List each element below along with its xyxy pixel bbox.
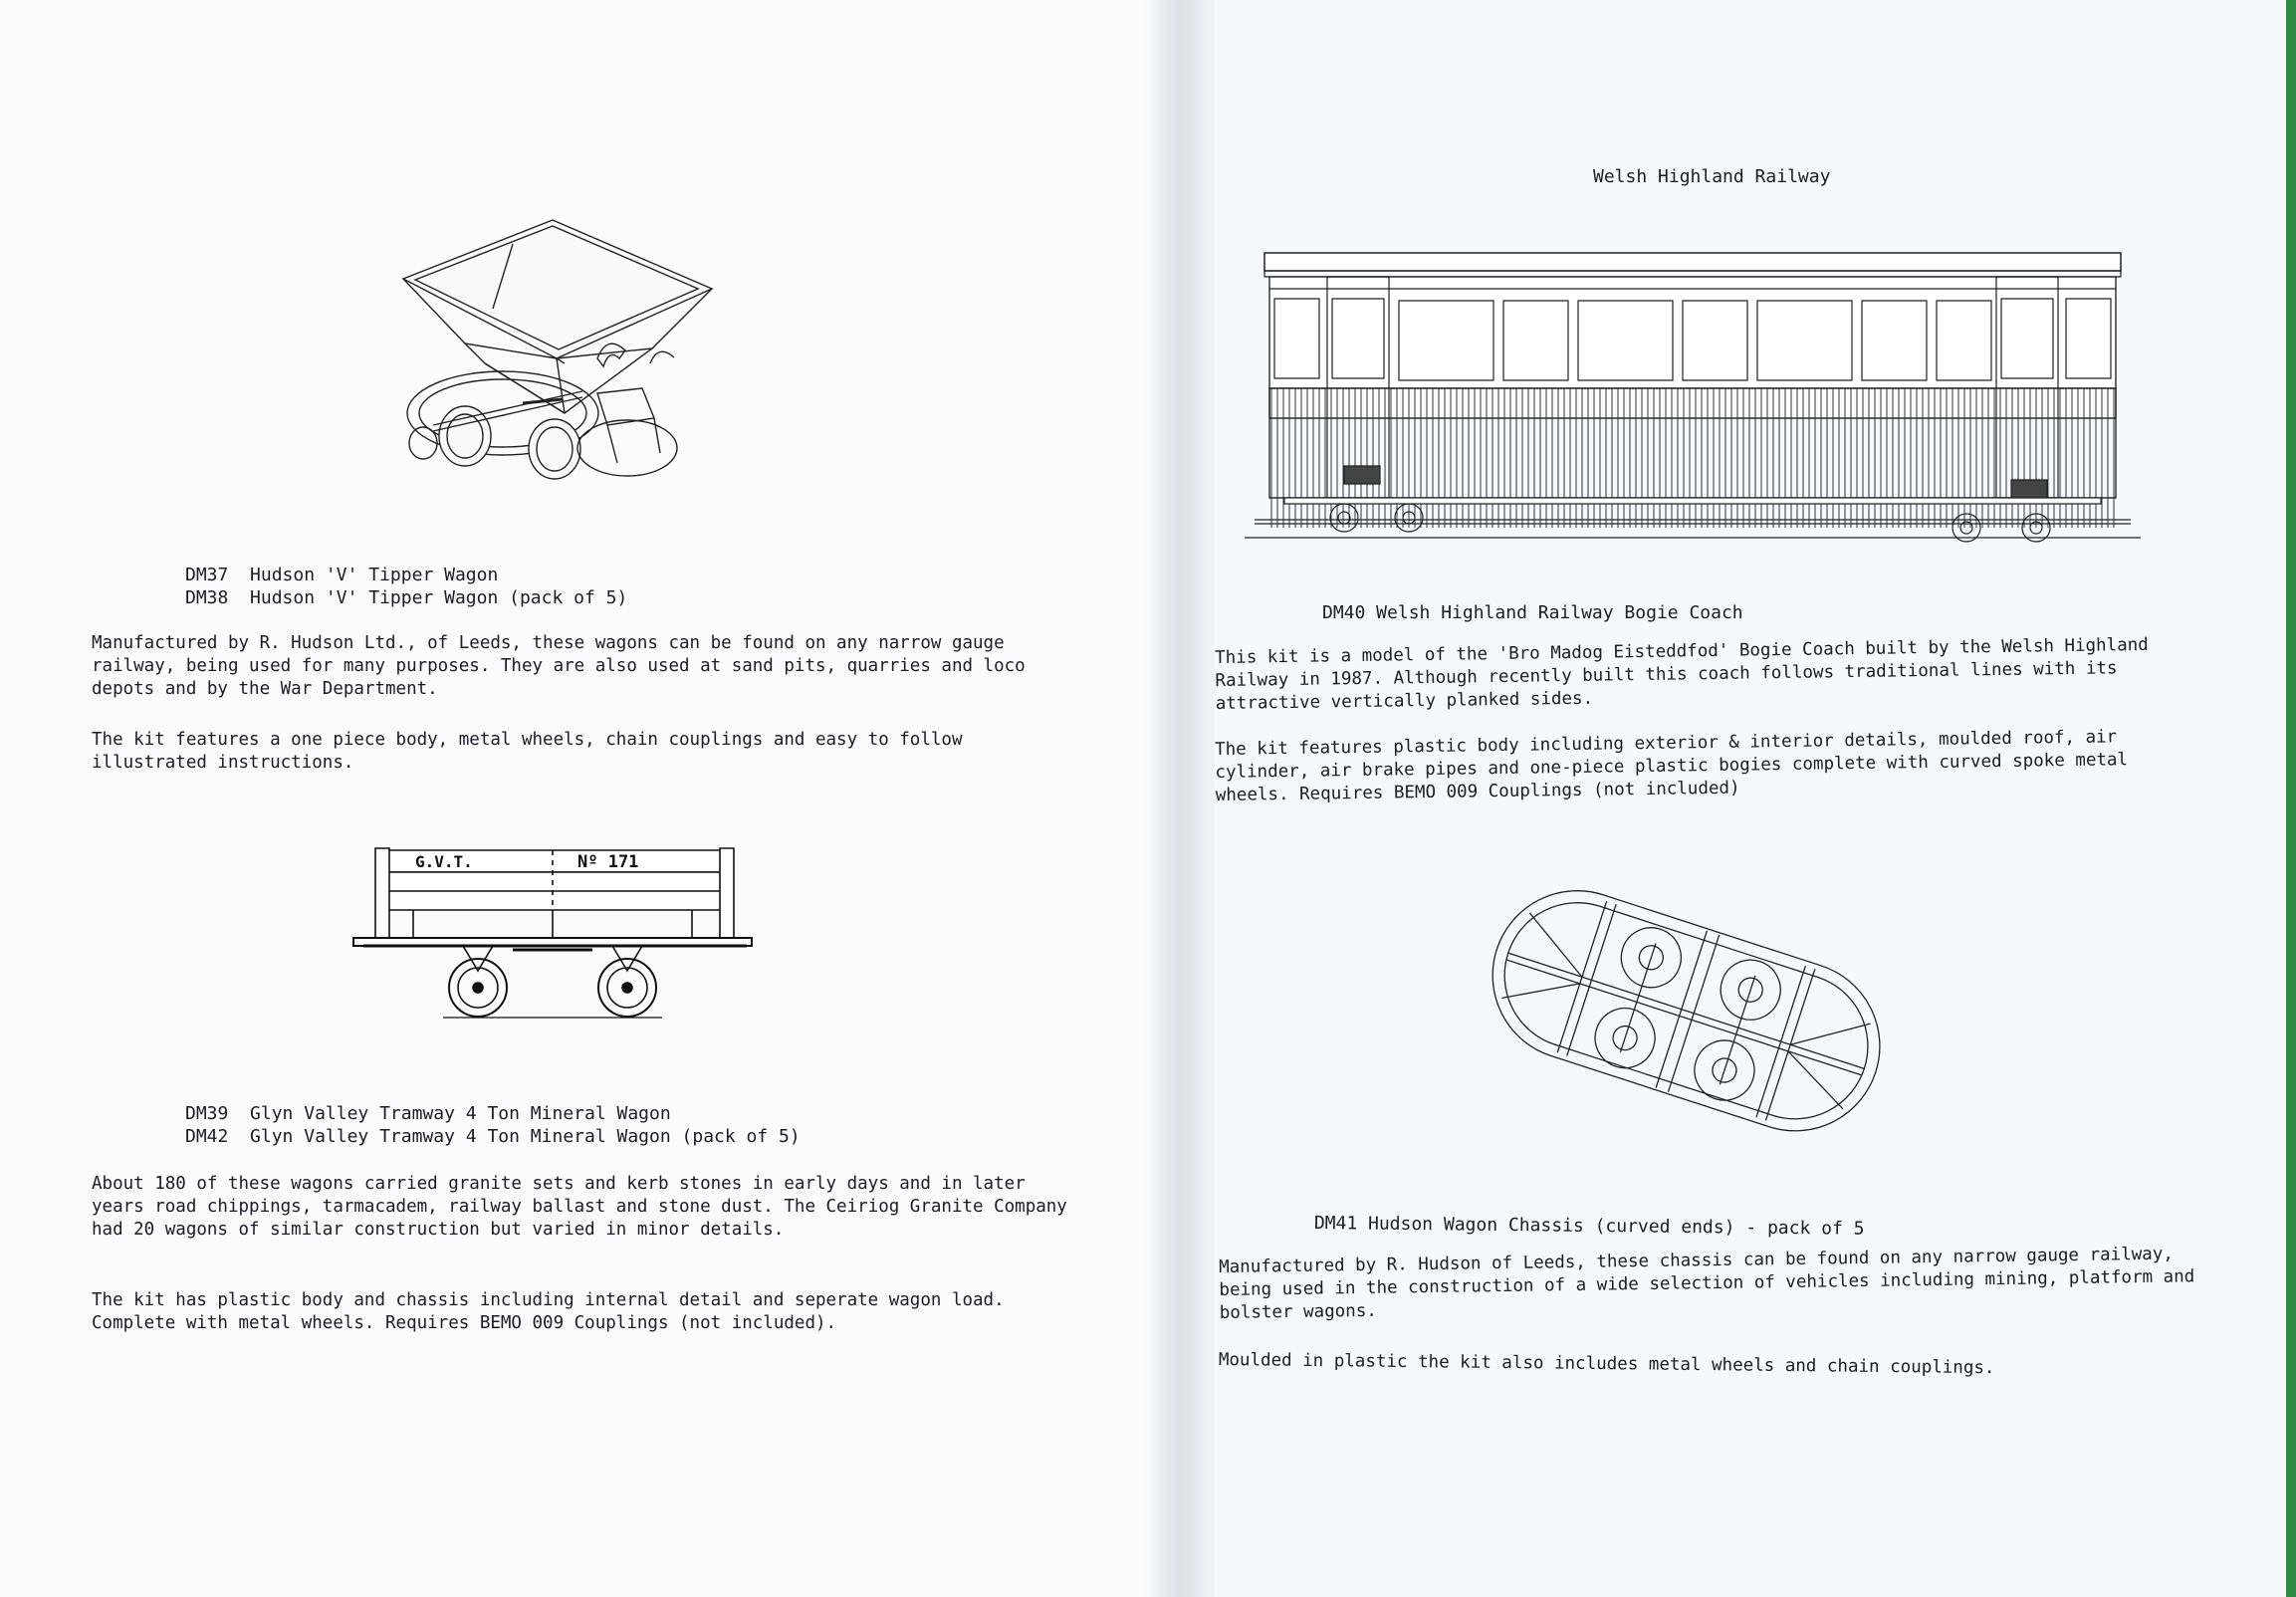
mineral-code-2: DM42 — [185, 1126, 229, 1147]
tipper-caption-1 — [185, 564, 498, 586]
tipper-name-2: Hudson 'V' Tipper Wagon (pack of 5) — [250, 587, 628, 608]
mineral-name-2: Glyn Valley Tramway 4 Ton Mineral Wagon (pack of 5) — [250, 1126, 801, 1147]
tipper-description: Manufactured by R. Hudson Ltd., of Leeds, these wagons can be found on any narrow gauge railway, being used for many purposes. They are also used at sand pits, quarries and loco depots and by the War Department. — [92, 633, 1026, 699]
page-edge-stripe — [2286, 0, 2296, 1597]
mineral-caption-1 — [185, 1102, 671, 1125]
tipper-code-2: DM38 — [185, 587, 229, 608]
tipper-name-1: Hudson 'V' Tipper Wagon — [250, 565, 499, 585]
coach-description: This kit is a model of the 'Bro Madog Eisteddfod' Bogie Coach built by the Welsh Highland Railway in 1987. Although recently built this coach follows traditional lines with its attractive vertically planked sides. — [1215, 634, 2149, 714]
chassis-illustration — [1466, 876, 1904, 1155]
chassis-features: Moulded in plastic the kit also includes metal wheels and chain couplings. — [1218, 1350, 1995, 1379]
mineral-caption-2 — [185, 1125, 801, 1148]
tipper-code-1: DM37 — [185, 565, 229, 585]
coach-features: The kit features plastic body including exterior & interior details, moulded roof, air cylinder, air brake pipes and one-piece plastic bogies complete with curved spoke metal wheels. Requires BEMO 009 Couplings (not included) — [1215, 727, 2129, 805]
coach-caption: DM40 Welsh Highland Railway Bogie Coach — [1322, 602, 1743, 623]
chassis-description: Manufactured by R. Hudson of Leeds, these chassis can be found on any narrow gauge railway, being used in the construction of a wide selection of vehicles including mining, platform and bolster wagons. — [1219, 1244, 2195, 1323]
mineral-description: About 180 of these wagons carried granite sets and kerb stones in early days and in later years road chippings, tarmacadem, railway ballast and stone dust. The Ceiriog Granite Company had 20 wagons of similar construction but varied in minor details. — [92, 1174, 1067, 1240]
plate-right: Nº 171 — [577, 852, 639, 872]
chassis-caption: DM41 Hudson Wagon Chassis (curved ends) - pack of 5 — [1313, 1213, 1865, 1240]
right-page — [1175, 0, 2296, 1597]
mineral-features: The kit has plastic body and chassis including internal detail and seperate wagon load. Complete with metal wheels. Requires BEMO 009 Couplings (not included). — [92, 1290, 1005, 1333]
tipper-wagon-illustration — [393, 214, 712, 503]
mineral-name-1: Glyn Valley Tramway 4 Ton Mineral Wagon — [250, 1103, 671, 1124]
page-header: Welsh Highland Railway — [1593, 166, 1831, 187]
tipper-caption-2 — [185, 586, 627, 609]
bogie-coach-illustration — [1245, 249, 2141, 548]
mineral-wagon-illustration — [353, 846, 757, 1026]
mineral-code-1: DM39 — [185, 1103, 229, 1124]
book-gutter — [1145, 0, 1215, 1597]
tipper-features: The kit features a one piece body, metal wheels, chain couplings and easy to follow illustrated instructions. — [92, 730, 963, 773]
plate-left: G.V.T. — [415, 852, 473, 871]
